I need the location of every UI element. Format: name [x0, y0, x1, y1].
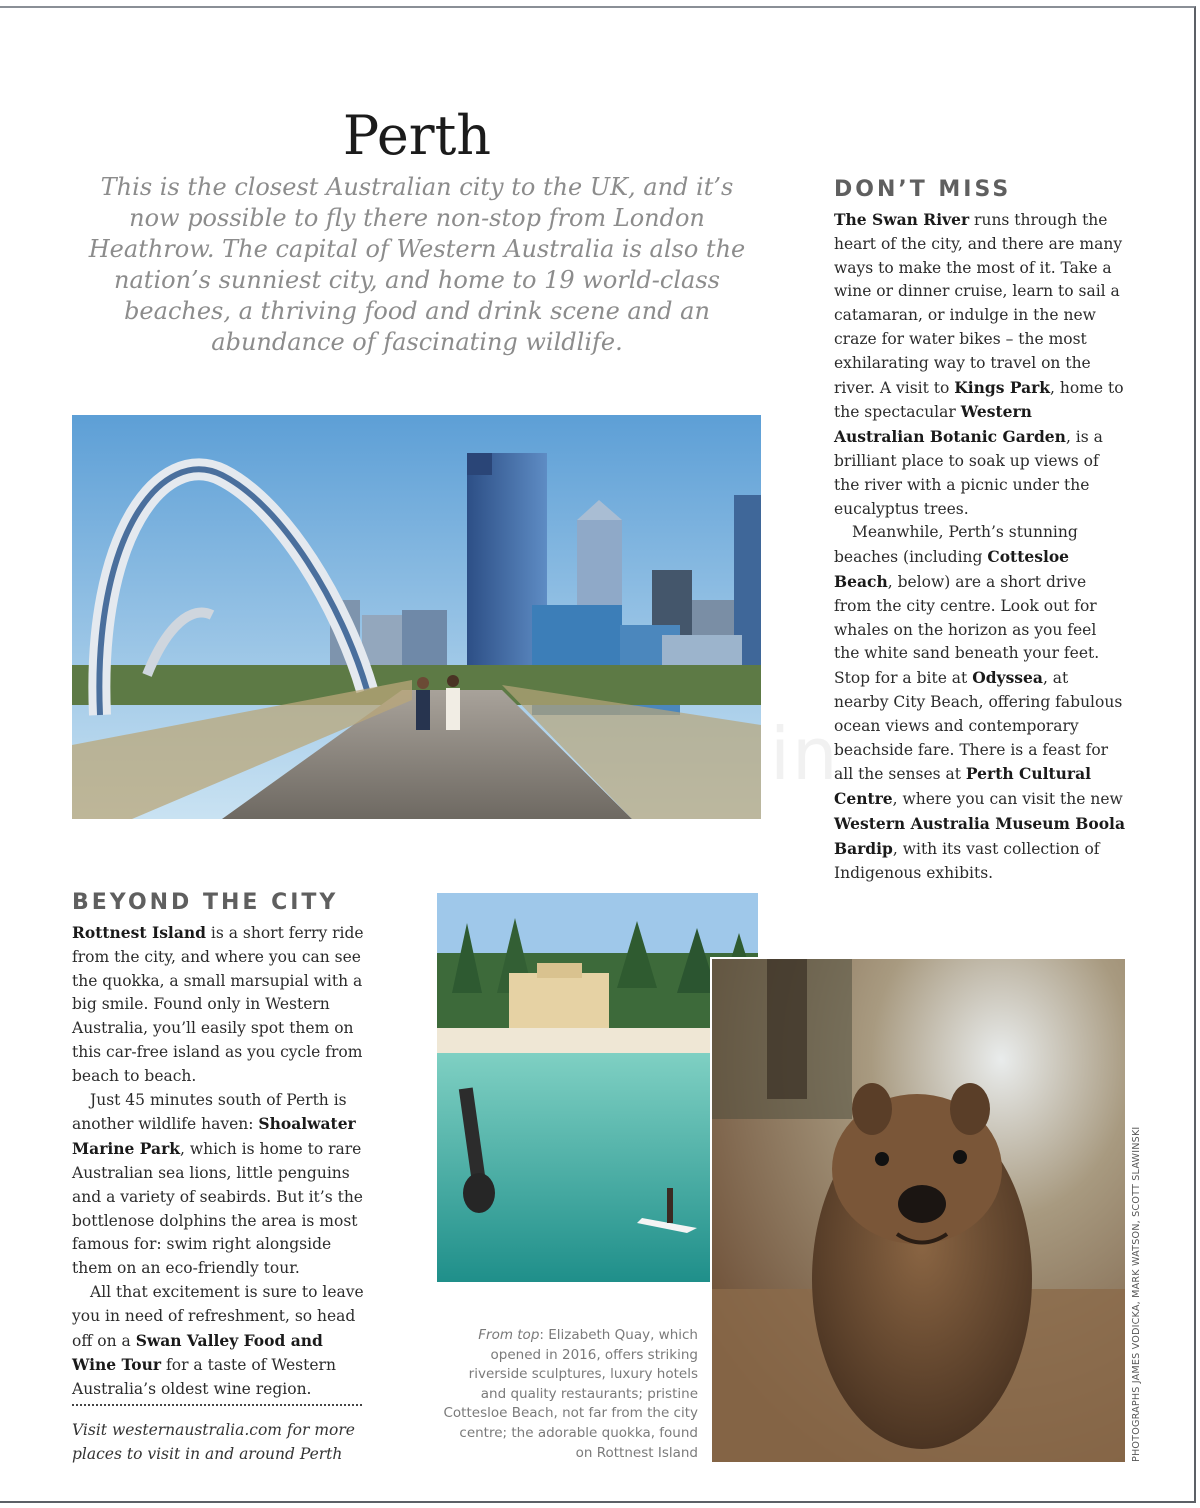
article-intro: This is the closest Australian city to the UK, and it’s now possible to fly there non-stop from London Heathrow. The capital of Western Australia is also the nation’s sunniest city, and home to 19 world-class beaches, a thriving food and drink scene and an abundance of fascinating wildlife.: [88, 173, 746, 356]
article-title: Perth: [342, 104, 492, 167]
dont-miss-paragraph-2: Meanwhile, Perth’s stunning beaches (including Cottesloe Beach, below) are a short drive from the city centre. Look out for whales on the horizon as you feel the white sand beneath your feet. Stop for a bite at Odyssea, at nearby City Beach, offering fabulous ocean views and contemporary beachside fare. There is a feast for all the senses at Perth Cultural Centre, where you can visit the new Western Australia Museum Boola Bardip, with its vast collection of Indigenous exhibits.: [834, 523, 1125, 882]
beyond-paragraph-1: Rottnest Island is a short ferry ride from the city, and where you can see the quokka, a small marsupial with a big smile. Found only in Western Australia, you’ll easily spot them on this car-free island as you cycle from beach to beach.: [72, 923, 364, 1085]
dont-miss-heading: DON’T MISS: [834, 177, 1012, 202]
beyond-paragraph-3: All that excitement is sure to leave you in need of refreshment, so head off on a Swan Valley Food and Wine Tour for a taste of Western Australia’s oldest wine region.: [72, 1282, 364, 1399]
visit-website-note: Visit westernaustralia.com for more places to visit in and around Perth: [72, 1421, 355, 1463]
photo-credit: PHOTOGRAPHS JAMES VODICKA, MARK WATSON, SCOTT SLAWINSKI: [1131, 1126, 1142, 1462]
dont-miss-paragraph-1: The Swan River runs through the heart of the city, and there are many ways to make the most of it. Take a wine or dinner cruise, learn to sail a catamaran, or indulge in the new craze for water bikes – the most exhilarating way to travel on the river. A visit to Kings Park, home to the spectacular Western Australian Botanic Garden, is a brilliant place to soak up views of the river with a picnic under the eucalyptus trees.: [834, 210, 1124, 518]
quokka-photo: [710, 957, 1125, 1462]
beyond-the-city-heading: BEYOND THE CITY: [72, 890, 339, 915]
elizabeth-quay-photo: [72, 415, 761, 819]
beyond-the-city-body: [72, 921, 366, 1402]
photo-caption: From top: Elizabeth Quay, which opened in 2016, offers striking riverside sculptures, luxury hotels and quality restaurants; pristine Cottesloe Beach, not far from the city centre; the adorable quokka, found on Rottnest Island: [443, 1327, 698, 1461]
watermark: in: [770, 712, 840, 796]
beyond-paragraph-2: Just 45 minutes south of Perth is another wildlife haven: Shoalwater Marine Park, which is home to rare Australian sea lions, little penguins and a variety of seabirds. But it’s the bottlenose dolphins the area is most famous for: swim right alongside them on an eco-friendly tour.: [72, 1090, 363, 1278]
dont-miss-body: [834, 208, 1126, 885]
dotted-divider: [72, 1404, 362, 1406]
